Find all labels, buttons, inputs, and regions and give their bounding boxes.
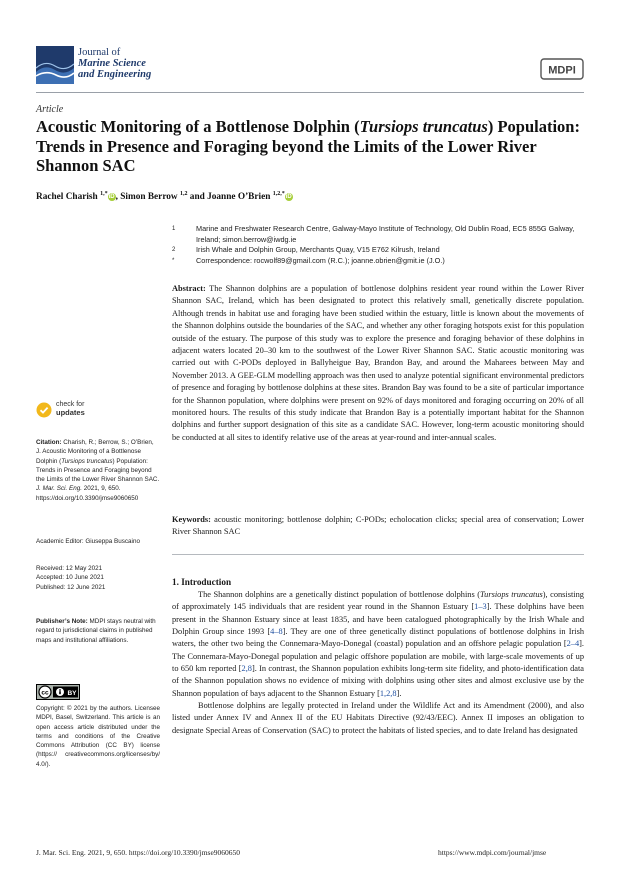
- check-for-updates-icon: [36, 402, 52, 418]
- paragraph-text: ]. In contrast, the Shannon population exhibits long-term site fidelity, and photo-identification data of the Shannon population shows no evidence of mixing with dolphins using other sites and almost exclusive use by the Shannon population of bays adjacent to the Shannon Estuary [: [172, 664, 584, 698]
- citation-link[interactable]: 2–4: [566, 639, 580, 649]
- orcid-icon[interactable]: iD: [285, 194, 292, 201]
- author-list: Rachel Charish $^{1,*}$iD, Simon Berrow $^{1,2}$ and Joanne O’Brien $^{1,2,*}$iD: [36, 191, 292, 203]
- check-for-updates-line1: check for: [56, 401, 85, 408]
- journal-name-line2: Marine Science: [78, 58, 146, 69]
- paragraph: [172, 589, 584, 700]
- cc-by-license-icon[interactable]: [36, 684, 80, 700]
- affiliation-item: * Correspondence: rocwolf89@gmail.com (R.C.); joanne.obrien@gmit.ie (J.O.): [172, 255, 445, 265]
- citation-link[interactable]: 1,2,8: [379, 688, 397, 698]
- date-received: Received: 12 May 2021: [36, 565, 103, 572]
- orcid-icon[interactable]: iD: [108, 194, 115, 201]
- citation-block: Citation: Charish, R.; Berrow, S.; O’Brien, J. Acoustic Monitoring of a Bottlenose Dolphin (Tursiops truncatus) Population: Trends in Presence and Foraging beyond the Limits of the Lower River Shannon SAC. J. Mar. Sci. Eng. 2021, 9, 650. https://doi.org/10.3390/jmse9060650: [36, 439, 160, 502]
- publisher-note-label: Publisher’s Note:: [36, 618, 88, 625]
- keywords-label: Keywords:: [172, 515, 211, 524]
- article-type: Article: [36, 104, 64, 115]
- species-name: Tursiops truncatus: [479, 590, 543, 599]
- keywords: [172, 514, 584, 539]
- paragraph-text: ]. They are one of three genetically distinct populations of bottlenose dolphins in Irish waters, the other two being the Connemara-Mayo-Donegal (coastal) population and an offshore pelagic population [: [172, 627, 585, 649]
- check-for-updates-button[interactable]: [36, 400, 116, 420]
- affiliations: [172, 224, 592, 266]
- article-title: [36, 117, 596, 176]
- citation-link[interactable]: 4–8: [270, 627, 283, 637]
- check-for-updates-line2: updates: [56, 408, 85, 417]
- paragraph-text: ]. These dolphins have been present in the Shannon Estuary since at least 1835, and have been catalogued photographically by the Irish Whale and Dolphin Group since 1993 [: [172, 602, 584, 637]
- abstract-text: The Shannon dolphins are a population of bottlenose dolphins resident year round within the Lower River Shannon SAC, Ireland, which has been designated to protect this relatively small, genetically discrete population. Although trends in habitat use and foraging have been studied within the estuary, little is known about the movements of the Shannon dolphins outside the boundaries of the SAC, and whether any other foraging hotspots exist for this population outside of the estuary. The purpose of this study was to explore the presence and foraging behavior of these dolphins in adjacent waters located 20–30 km to the southwest of the Lower River Shannon SAC. Static acoustic monitoring was carried out with C-PODs deployed in Ballyheigue Bay, Brandon Bay, and around the Maharees between May and November 2013. A GEE-GLM modelling approach was then used to analyze potential significant environmental predictors of presence and foraging by bottlenose dolphins at these sites. Brandon Bay was found to be a site of particular importance for the Shannon population, where dolphins were present on 92% of days monitored and foraging occurring on 20% of all monitored hours. The results of this study indicate that Brandon Bay is a potentially important habitat for the Shannon dolphins and further support designation of this site as a candidate SAC. However, long-term acoustic monitoring should be conducted at all sites to identify relative use of the areas at year-round and inter-annual scales.: [172, 284, 584, 442]
- affiliation-item: 2 Irish Whale and Dolphin Group, Merchants Quay, V15 E762 Kilrush, Ireland: [172, 245, 440, 254]
- title-italic: Tursiops truncatus: [359, 117, 488, 136]
- journal-logo-icon: [36, 46, 74, 84]
- mdpi-logo-text: MDPI: [548, 64, 576, 77]
- academic-editor: Academic Editor: Giuseppa Buscaino: [36, 538, 140, 545]
- author-affil-mark: 1,*: [100, 191, 108, 197]
- title-pre: Acoustic Monitoring of a Bottlenose Dolphin (: [36, 117, 360, 136]
- section-heading: 1. Introduction: [172, 577, 232, 587]
- title-post: ) Population: Trends in Presence and Foraging beyond the Limits of the Lower River Shannon SAC: [36, 117, 580, 175]
- author-name[interactable]: Simon Berrow: [120, 192, 178, 203]
- paragraph-text: ].: [396, 688, 402, 698]
- footer-journal-link[interactable]: https://www.mdpi.com/journal/jmse: [438, 848, 547, 857]
- paragraph-text: ]. The Connemara-Mayo-Donegal population and pelagic offshore population are mobile, with large-scale movements of up to 650 km reported [: [172, 639, 584, 674]
- cc-text: cc: [41, 689, 49, 697]
- by-text: BY: [67, 690, 77, 697]
- author-affil-mark: 1,2,*: [272, 191, 285, 197]
- header-divider: [36, 92, 584, 93]
- journal-name-line3: and Engineering: [78, 69, 152, 80]
- citation-label: Citation:: [36, 439, 62, 446]
- citation-link[interactable]: 1–3: [474, 602, 487, 612]
- author-name[interactable]: Rachel Charish: [36, 192, 98, 203]
- paragraph-text: ), consisting of approximately 145 individuals that are resident year round in the Shannon Estuary [: [172, 590, 584, 612]
- author-affil-mark: 1,2: [179, 191, 188, 197]
- date-published: Published: 12 June 2021: [36, 583, 106, 591]
- abstract: [172, 283, 584, 444]
- citation-link[interactable]: 2,8: [241, 664, 252, 674]
- author-name[interactable]: Joanne O’Brien: [207, 192, 271, 203]
- section-divider: [172, 554, 584, 555]
- date-accepted: Accepted: 10 June 2021: [36, 574, 104, 582]
- journal-name: [78, 47, 151, 80]
- affiliation-item: 1 Marine and Freshwater Research Centre, Galway-Mayo Institute of Technology, Old Dublin Road, EC5 855G Galway, Ireland; simon.berrow@iwdg.ie: [172, 224, 575, 244]
- abstract-label: Abstract:: [172, 284, 206, 293]
- journal-name-line1: Journal of: [78, 47, 121, 58]
- introduction-body: [172, 589, 584, 737]
- paragraph: Bottlenose dolphins are legally protected in Ireland under the Wildlife Act and its Amendment (2000), and also listed under Annex IV and Annex II of the EU Habitats Directive (92/43/EEC). Annex II imposes an obligation to designate Special Areas of Conservation (SAC) to protect the habitats of listed species, and to date Ireland has designated: [172, 701, 584, 735]
- footer-citation: J. Mar. Sci. Eng. 2021, 9, 650. https://doi.org/10.3390/jmse9060650: [36, 848, 241, 857]
- license-text: Copyright: © 2021 by the authors. Licensee MDPI, Basel, Switzerland. This article is an open access article distributed under the terms and conditions of the Creative Commons Attribution (CC BY) license (https:// creativecommons.org/licenses/by/ 4.0/).: [36, 705, 160, 768]
- paragraph-text: The Shannon dolphins are a genetically distinct population of bottlenose dolphins (: [198, 590, 480, 599]
- mdpi-logo-icon: [540, 56, 584, 82]
- keywords-text: acoustic monitoring; bottlenose dolphin; C-PODs; echolocation clicks; special area of conservation; Lower River Shannon SAC: [172, 515, 584, 537]
- publisher-note: Publisher’s Note: MDPI stays neutral with regard to jurisdictional claims in published maps and institutional affiliations.: [36, 618, 156, 644]
- publication-dates: [36, 564, 160, 592]
